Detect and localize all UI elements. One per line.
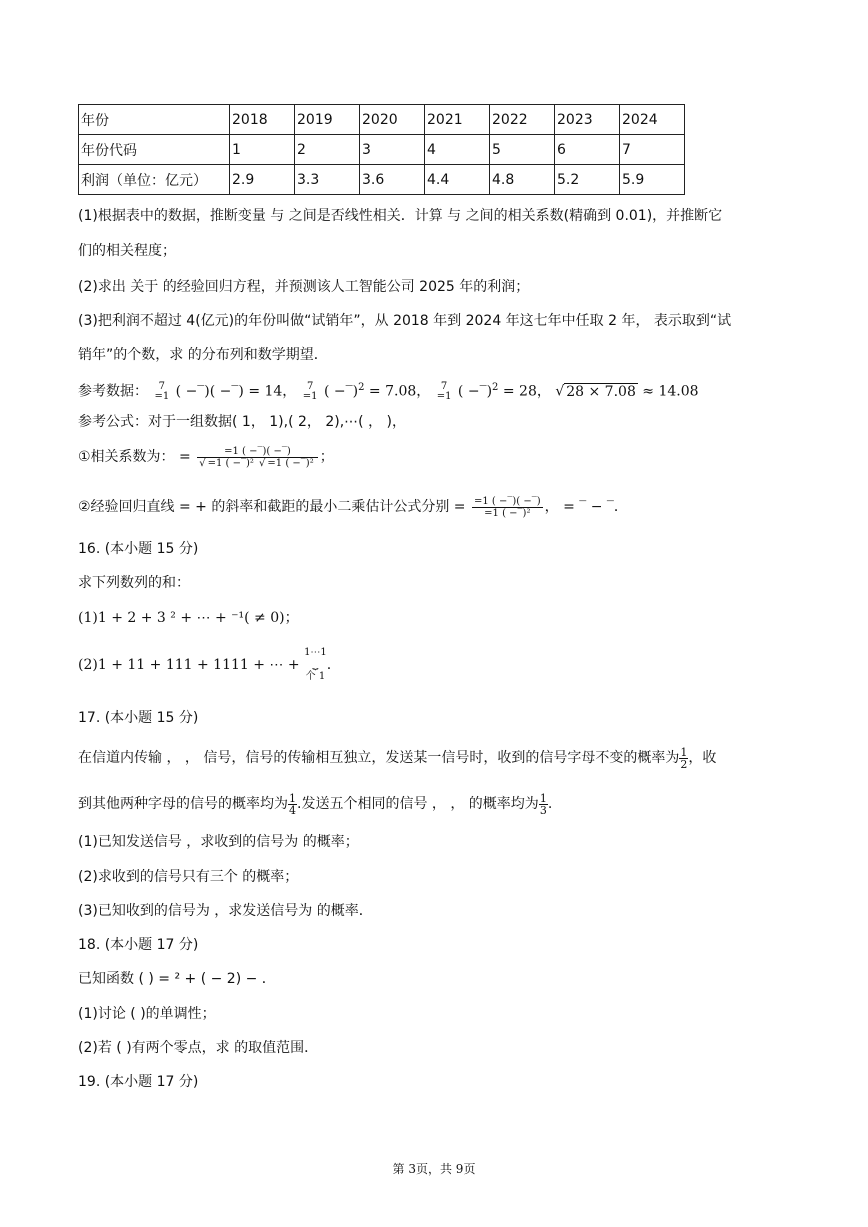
q16-stem: 求下列数列的和：: [78, 575, 190, 591]
sum-y-sq-term: ( −‾): [323, 383, 359, 400]
exponent: 2: [358, 382, 365, 393]
fraction-numerator: 1: [289, 791, 296, 805]
q15-part3-line1: (3)把利润不超过 4(亿元)的年份叫做“试销年”，从 2018 年到 2024 年这七年中任取 2 年， 表示取到“试: [78, 313, 732, 329]
sum-x-sq-term: ( −‾): [457, 383, 493, 400]
sum-lower: =1: [154, 390, 170, 402]
table-cell: 2019: [295, 105, 360, 135]
regression-fraction: [472, 496, 543, 519]
sum-xy-term: ( −‾)( −‾) = 14，: [175, 383, 297, 400]
profit-table: [78, 104, 685, 195]
sum-y-sq-value: = 7.08，: [364, 383, 431, 400]
q17-part3: (3)已知收到的信号为 ，求发送信号为 的概率．: [78, 903, 373, 919]
sum-upper: 7: [306, 380, 314, 392]
sqrt-icon: √: [199, 457, 206, 469]
table-cell: 5.2: [555, 165, 620, 195]
correlation-label: ①相关系数为： =: [78, 449, 196, 465]
table-row: [79, 165, 685, 195]
q16-part2: [78, 642, 331, 690]
table-cell: 利润（单位：亿元）: [79, 165, 230, 195]
correlation-formula: [78, 444, 334, 470]
denominator-term: =1 ( −‾)²: [207, 457, 254, 469]
q17-line1-end: ，收: [688, 750, 717, 766]
table-cell: 年份代码: [79, 135, 230, 165]
table-cell: 2021: [425, 105, 490, 135]
sqrt-content: 28 × 7.08: [566, 383, 636, 400]
q18-title: 18. (本小题 17 分): [78, 937, 199, 953]
q17-line2-end: .: [547, 796, 553, 812]
underbrace: [304, 647, 327, 683]
correlation-denominator: [197, 458, 318, 469]
regression-formula: [78, 494, 628, 520]
q17-title: 17. (本小题 15 分): [78, 710, 199, 726]
sqrt-icon: √: [555, 383, 565, 400]
table-cell: 4.8: [490, 165, 555, 195]
correlation-fraction: [197, 446, 318, 469]
regression-label: ②经验回归直线 = + 的斜率和截距的最小二乘估计公式分别 =: [78, 499, 470, 515]
table-cell: 3.3: [295, 165, 360, 195]
q17-line1: [78, 745, 716, 771]
fraction-numerator: 1: [539, 791, 547, 805]
fraction-denominator: 3: [539, 803, 547, 817]
q18-stem: 已知函数 ( ) = ² + ( − 2) − ．: [78, 971, 276, 987]
page-footer: 第 3页，共 9页: [392, 1162, 476, 1176]
q17-line2-text: 到其他两种字母的信号的概率均为: [78, 796, 288, 812]
q17-part2: (2)求收到的信号只有三个 的概率；: [78, 869, 299, 885]
table-cell: 1: [230, 135, 295, 165]
underbrace-bottom: 个 1: [305, 671, 326, 682]
fraction-denominator: 2: [680, 757, 688, 771]
sum-symbol: [303, 382, 318, 402]
table-cell: 3: [360, 135, 425, 165]
reference-data: [78, 378, 699, 402]
table-cell: 2: [295, 135, 360, 165]
q16-part2-sum: (2)1 + 11 + 111 + 1111 + ⋯ +: [78, 657, 305, 673]
table-row: [79, 135, 685, 165]
q18-part1: (1)讨论 ( )的单调性；: [78, 1006, 216, 1022]
regression-denominator: =1 ( −‾)²: [484, 507, 531, 519]
q17-part1: (1)已知发送信号 ，求收到的信号为 的概率；: [78, 834, 359, 850]
q16-part1: (1)1 + 2 + 3 ² + ⋯ + ⁻¹( ≠ 0)；: [78, 610, 299, 626]
q18-part2: (2)若 ( )有两个零点，求 的取值范围．: [78, 1040, 319, 1056]
q15-part1-line2: 们的相关程度；: [78, 243, 176, 259]
sum-lower: =1: [436, 390, 452, 402]
fraction-numerator: 1: [680, 745, 688, 759]
table-cell: 7: [620, 135, 685, 165]
table-cell: 2022: [490, 105, 555, 135]
semicolon: ；: [319, 449, 334, 465]
q15-part2: (2)求出 关于 的经验回归方程，并预测该人工智能公司 2025 年的利润；: [78, 279, 530, 295]
exponent: 2: [492, 382, 499, 393]
sum-x-sq-value: = 28，: [498, 383, 551, 400]
table-cell: 4: [425, 135, 490, 165]
intercept-formula: ， = ‾ − ‾．: [544, 499, 628, 515]
reference-data-label: 参考数据：: [78, 383, 148, 400]
sum-symbol: [437, 382, 452, 402]
table-cell: 年份: [79, 105, 230, 135]
fraction-one-half: [679, 747, 688, 770]
regression-numerator: =1 ( −‾)( −‾): [474, 495, 541, 507]
sum-upper: 7: [440, 380, 448, 392]
table-cell: 5.9: [620, 165, 685, 195]
q16-title: 16. (本小题 15 分): [78, 541, 199, 557]
underbrace-top: 1⋯1: [304, 647, 327, 658]
q15-part1-line1: (1)根据表中的数据，推断变量 与 之间是否线性相关．计算 与 之间的相关系数(精确到 0.01)，并推断它: [78, 208, 723, 224]
table-cell: 5: [490, 135, 555, 165]
sum-upper: 7: [158, 380, 166, 392]
underbrace-icon: ⏟: [312, 659, 319, 670]
q15-part3-line2: 销年”的个数，求 的分布列和数学期望．: [78, 347, 328, 363]
q19-title: 19. (本小题 17 分): [78, 1074, 199, 1090]
fraction-one-third: [539, 793, 548, 816]
denominator-term: =1 ( −‾)²: [267, 457, 314, 469]
table-cell: 2020: [360, 105, 425, 135]
reference-formula: 参考公式：对于一组数据( 1， 1),( 2， 2),⋯( ， )，: [78, 414, 407, 430]
table-cell: 2018: [230, 105, 295, 135]
q17-line2: [78, 791, 552, 817]
table-cell: 2024: [620, 105, 685, 135]
period: .: [326, 657, 332, 673]
approx-value: ≈ 14.08: [637, 383, 699, 400]
q17-line1-text: 在信道内传输 ， ， 信号，信号的传输相互独立，发送某一信号时，收到的信号字母不变的概率为: [78, 750, 680, 766]
table-cell: 2.9: [230, 165, 295, 195]
table-cell: 2023: [555, 105, 620, 135]
q17-line2-mid: .发送五个相同的信号 ， ， 的概率均为: [297, 796, 539, 812]
correlation-numerator: =1 ( −‾)( −‾): [197, 446, 318, 458]
sum-symbol: [154, 382, 169, 402]
table-row: [79, 105, 685, 135]
fraction-denominator: 4: [289, 803, 296, 817]
fraction-one-quarter: [288, 793, 297, 816]
sum-lower: =1: [302, 390, 318, 402]
table-cell: 4.4: [425, 165, 490, 195]
table-cell: 3.6: [360, 165, 425, 195]
table-cell: 6: [555, 135, 620, 165]
sqrt-icon: √: [259, 457, 266, 469]
